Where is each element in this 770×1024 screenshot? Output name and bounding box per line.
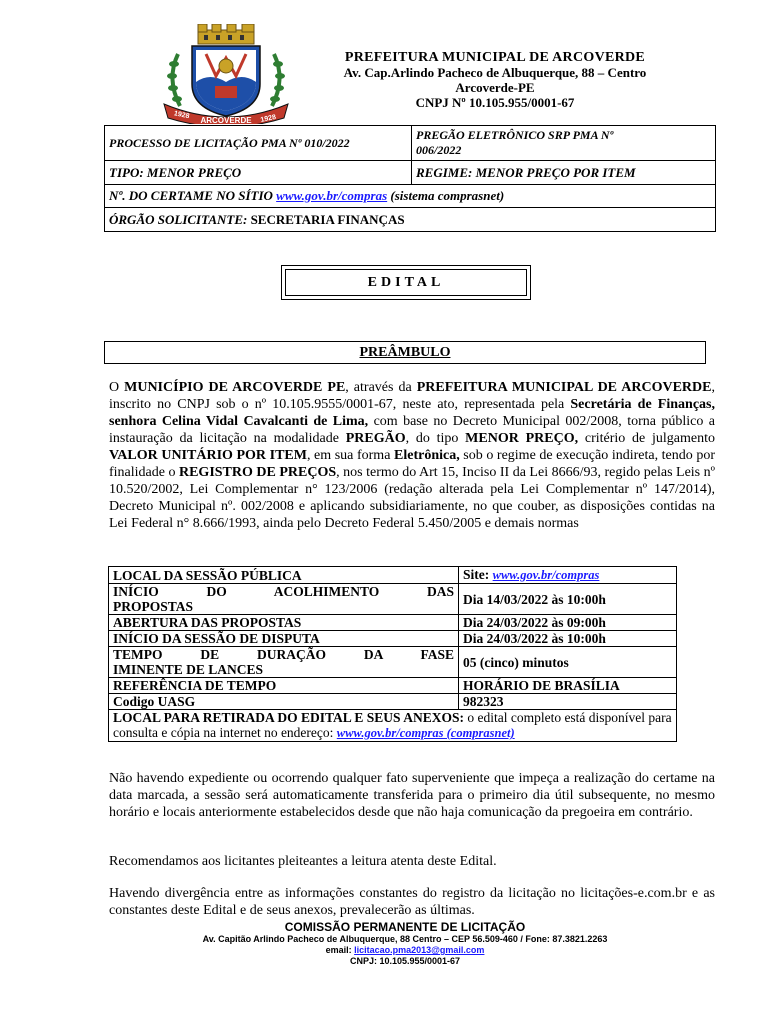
document-header	[0, 0, 770, 122]
preambulo-bold: VALOR UNITÁRIO POR ITEM	[109, 448, 307, 463]
orgao-cell	[105, 208, 716, 232]
session-acolhimento-value: Dia 14/03/2022 às 10:00h	[459, 584, 677, 615]
session-row-referencia	[109, 678, 677, 694]
crest-year-left: 1928	[173, 110, 190, 121]
session-row-abertura	[109, 615, 677, 631]
preambulo-bold: MUNICÍPIO DE ARCOVERDE PE	[124, 380, 346, 395]
preambulo-text: , inscrito no CNPJ sob o nº 10.105.9555/0001-67, neste ato, representada pela	[109, 380, 715, 412]
info-row-orgao	[105, 208, 716, 232]
preambulo-text: , através da	[345, 380, 417, 395]
session-row-disputa	[109, 631, 677, 647]
pregao-cell	[412, 126, 716, 161]
orgao-value: SECRETARIA FINANÇAS	[250, 211, 405, 227]
certame-suffix: (sistema comprasnet)	[390, 188, 505, 203]
footer-title: COMISSÃO PERMANENTE DE LICITAÇÃO	[284, 920, 526, 934]
session-acolhimento-line2: PROPOSTAS	[113, 599, 194, 614]
session-site-label: Site:	[463, 567, 490, 582]
edital-title-box	[281, 265, 531, 300]
footer-cnpj: CNPJ: 10.105.955/0001-67	[349, 956, 461, 966]
pregao-line1: PREGÃO ELETRÔNICO SRP PMA Nº	[416, 128, 614, 142]
municipality-address: Av. Cap.Arlindo Pacheco de Albuquerque, 88 – Centro	[343, 65, 647, 80]
session-disputa-value: Dia 24/03/2022 às 10:00h	[459, 631, 677, 647]
session-tempo-line1: TEMPO DE DURAÇÃO DA FASE	[113, 647, 454, 662]
session-disputa-label: INÍCIO DA SESSÃO DE DISPUTA	[109, 631, 459, 647]
session-row-local	[109, 567, 677, 584]
preambulo-title: PREÂMBULO	[104, 341, 706, 364]
preambulo-text: com base no Decreto Municipal 002/2008, torna público a instauração da licitação na modalidade	[109, 414, 715, 446]
preambulo-text: , nos termo do Art 15, Inciso II da Lei 8666/93, regido pelas Leis nº 10.520/2002, Lei Complementar n° 123/2006 (redação alterada pela Lei Complementar nº 147/2014), Decreto Municipal nº. 002/2008 e aplicando subsidiariamente, no que couber, as disposições contidas na Lei Federal n° 8.666/1993, ainda pelo Decreto Federal 5.450/2005 e demais normas	[109, 465, 715, 531]
preambulo-text: critério de julgamento	[578, 431, 715, 446]
pregao-line2: 006/2022	[416, 143, 462, 157]
session-tempo-value: 05 (cinco) minutos	[459, 647, 677, 678]
session-table	[108, 566, 677, 742]
session-retirada-text: o edital completo está disponível para consulta e cópia na internet no endereço:	[113, 710, 672, 740]
municipality-title: PREFEITURA MUNICIPAL DE ARCOVERDE	[344, 50, 646, 65]
session-local-label: LOCAL DA SESSÃO PÚBLICA	[109, 567, 459, 584]
footer-email-link[interactable]: licitacao.pma2013@gmail.com	[354, 945, 485, 955]
session-acolhimento-label	[109, 584, 459, 615]
info-row-process	[105, 126, 716, 161]
preambulo-bold: PREGÃO	[345, 431, 406, 446]
edital-title: EDITAL	[285, 269, 527, 296]
preambulo-bold: REGISTRO DE PREÇOS	[178, 465, 337, 480]
session-retirada-link[interactable]: www.gov.br/compras (comprasnet)	[336, 726, 515, 740]
session-uasg-label: Codigo UASG	[109, 694, 459, 710]
orgao-label: ÓRGÃO SOLICITANTE:	[109, 211, 248, 227]
preambulo-bold: Eletrônica,	[394, 448, 460, 463]
certame-link[interactable]: www.gov.br/compras	[276, 188, 388, 203]
preambulo-bold: MENOR PREÇO,	[465, 431, 579, 446]
certame-cell	[105, 185, 716, 208]
municipality-city: Arcoverde-PE	[455, 80, 535, 95]
regime-cell: REGIME: MENOR PREÇO POR ITEM	[412, 161, 716, 185]
session-abertura-label: ABERTURA DAS PROPOSTAS	[109, 615, 459, 631]
session-local-value	[459, 567, 677, 584]
paragraph-transfer-notice: Não havendo expediente ou ocorrendo qualquer fato superveniente que impeça a realização do certame na data marcada, a sessão será automaticamente transferida para o primeiro dia útil subsequente, no mesmo horário e locais anteriormente estabelecidos desde que não haja comunicação da pregoeira em contrário.	[109, 771, 715, 820]
tipo-cell: TIPO: MENOR PREÇO	[105, 161, 412, 185]
session-retirada-label: LOCAL PARA RETIRADA DO EDITAL E SEUS ANEXOS:	[113, 710, 464, 725]
preambulo-bold: Secretária de Finanças, senhora Celina Vidal Cavalcanti de Lima,	[109, 397, 715, 429]
process-info-table	[104, 125, 716, 232]
info-row-certame	[105, 185, 716, 208]
crest-year-right: 1928	[260, 113, 277, 124]
session-row-retirada	[109, 710, 677, 742]
document-footer	[0, 920, 770, 967]
session-row-tempo	[109, 647, 677, 678]
session-referencia-value: HORÁRIO DE BRASÍLIA	[459, 678, 677, 694]
preambulo-bold: PREFEITURA MUNICIPAL DE ARCOVERDE	[416, 380, 712, 395]
paragraph-recommendation: Recomendamos aos licitantes pleiteantes a leitura atenta deste Edital.	[109, 854, 497, 869]
processo-cell: PROCESSO DE LICITAÇÃO PMA Nº 010/2022	[105, 126, 412, 161]
session-referencia-label: REFERÊNCIA DE TEMPO	[109, 678, 459, 694]
footer-email-label: email:	[325, 945, 352, 955]
session-abertura-value: Dia 24/03/2022 às 09:00h	[459, 615, 677, 631]
footer-address: Av. Capitão Arlindo Pacheco de Albuquerque, 88 Centro – CEP 56.509-460 / Fone: 87.3821.2263	[202, 934, 608, 944]
municipality-cnpj: CNPJ Nº 10.105.955/0001-67	[415, 95, 575, 110]
session-row-uasg	[109, 694, 677, 710]
crest-banner-text: ARCOVERDE	[200, 116, 252, 124]
preambulo-text: O	[109, 380, 125, 395]
municipal-crest-icon	[160, 24, 292, 124]
certame-label: Nº. DO CERTAME NO SÍTIO	[109, 188, 273, 203]
preambulo-paragraph	[109, 379, 715, 532]
session-tempo-label	[109, 647, 459, 678]
paragraph-divergence: Havendo divergência entre as informações constantes do registro da licitação no licitações-e.com.br e as constantes deste Edital e de seus anexos, prevalecerão as últimas.	[109, 886, 715, 918]
session-site-link[interactable]: www.gov.br/compras	[492, 568, 600, 582]
preambulo-text: , do tipo	[405, 431, 466, 446]
session-acolhimento-line1: INÍCIO DO ACOLHIMENTO DAS	[113, 584, 454, 599]
preambulo-text: sob o regime de execução indireta, tendo por finalidade o	[109, 448, 716, 480]
session-tempo-line2: IMINENTE DE LANCES	[113, 662, 264, 677]
info-row-type	[105, 161, 716, 185]
session-retirada-cell	[109, 710, 677, 742]
preambulo-text: , em sua forma	[306, 448, 394, 463]
session-row-acolhimento	[109, 584, 677, 615]
session-uasg-value: 982323	[459, 694, 677, 710]
footer-email-line	[40, 945, 770, 956]
municipality-header-text	[300, 50, 690, 110]
